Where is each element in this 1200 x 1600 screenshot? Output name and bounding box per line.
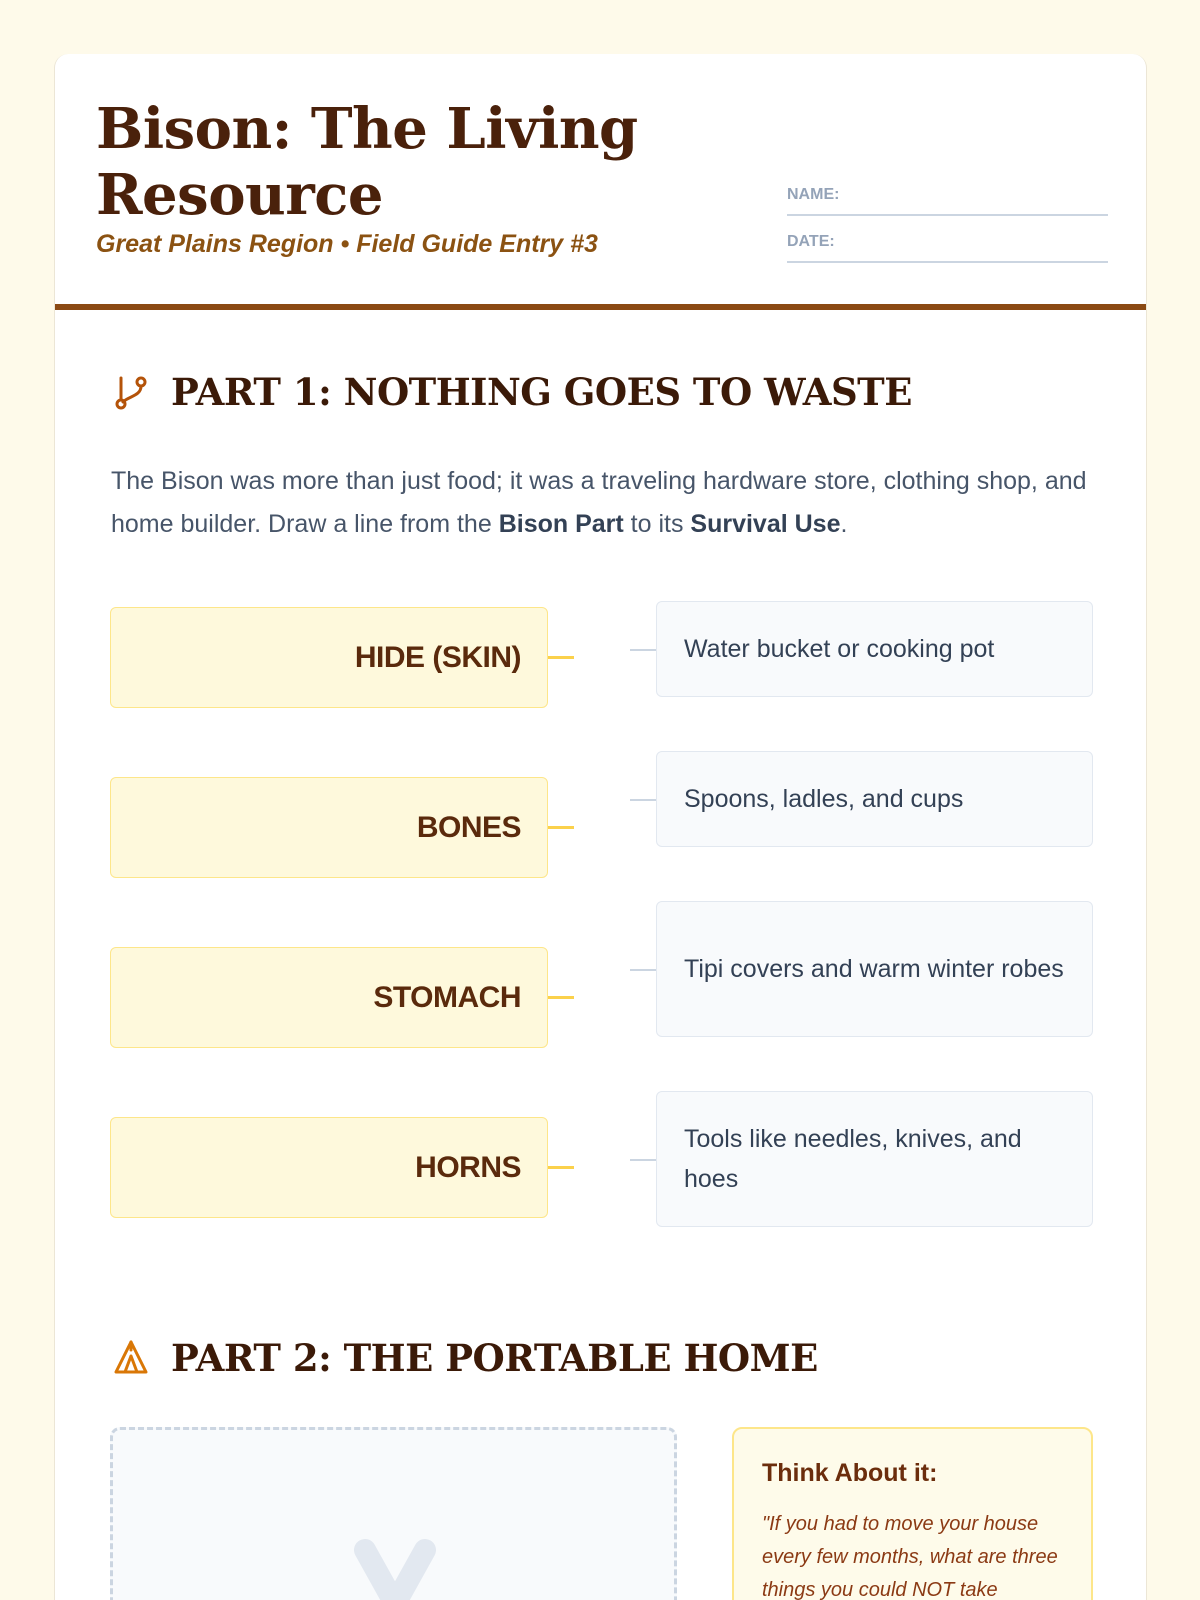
part-connector	[548, 996, 574, 999]
name-field[interactable]	[787, 186, 1108, 216]
worksheet-header	[55, 54, 1146, 310]
date-label: DATE:	[787, 233, 835, 250]
part-connector	[548, 826, 574, 829]
bison-part-emphasis: Bison Part	[498, 510, 624, 538]
tent-icon	[111, 1338, 151, 1378]
name-label: NAME:	[787, 186, 840, 203]
think-quote: "If you had to move your house every few months, what are three things you could NOT take	[762, 1513, 1058, 1600]
drawing-area[interactable]	[110, 1427, 677, 1600]
worksheet-card	[54, 54, 1147, 1600]
use-connector	[630, 1159, 656, 1161]
use-connector	[630, 799, 656, 801]
think-about-it-box	[732, 1427, 1093, 1600]
worksheet-title: Bison: The Living Resource	[96, 96, 638, 228]
worksheet-subtitle: Great Plains Region • Field Guide Entry #3	[96, 230, 598, 258]
part2-heading: PART 2: THE PORTABLE HOME	[171, 1336, 818, 1380]
use-connector	[630, 969, 656, 971]
tipi-poles-icon	[345, 1530, 445, 1600]
branch-icon	[111, 372, 151, 412]
date-field[interactable]	[787, 233, 1108, 263]
part-box-stomach[interactable]: STOMACH	[110, 947, 548, 1048]
part2-heading-row	[111, 1336, 818, 1380]
use-box-tipi-covers[interactable]: Tipi covers and warm winter robes	[656, 901, 1093, 1037]
part-connector	[548, 1166, 574, 1169]
use-box-spoons[interactable]: Spoons, ladles, and cups	[656, 751, 1093, 847]
part1-heading: PART 1: NOTHING GOES TO WASTE	[171, 370, 912, 414]
part1-intro: The Bison was more than just food; it was a traveling hardware store, clothing shop, and home builder. Draw a line from the Bison Part to its Survival Use.	[111, 467, 1087, 538]
think-title: Think About it:	[762, 1459, 938, 1487]
part1-heading-row	[111, 370, 912, 414]
part-box-bones[interactable]: BONES	[110, 777, 548, 878]
part-box-hide[interactable]: HIDE (SKIN)	[110, 607, 548, 708]
part-box-horns[interactable]: HORNS	[110, 1117, 548, 1218]
survival-use-emphasis: Survival Use	[690, 510, 841, 538]
use-connector	[630, 649, 656, 651]
use-box-bucket[interactable]: Water bucket or cooking pot	[656, 601, 1093, 697]
part-connector	[548, 656, 574, 659]
use-box-tools[interactable]: Tools like needles, knives, and hoes	[656, 1091, 1093, 1227]
